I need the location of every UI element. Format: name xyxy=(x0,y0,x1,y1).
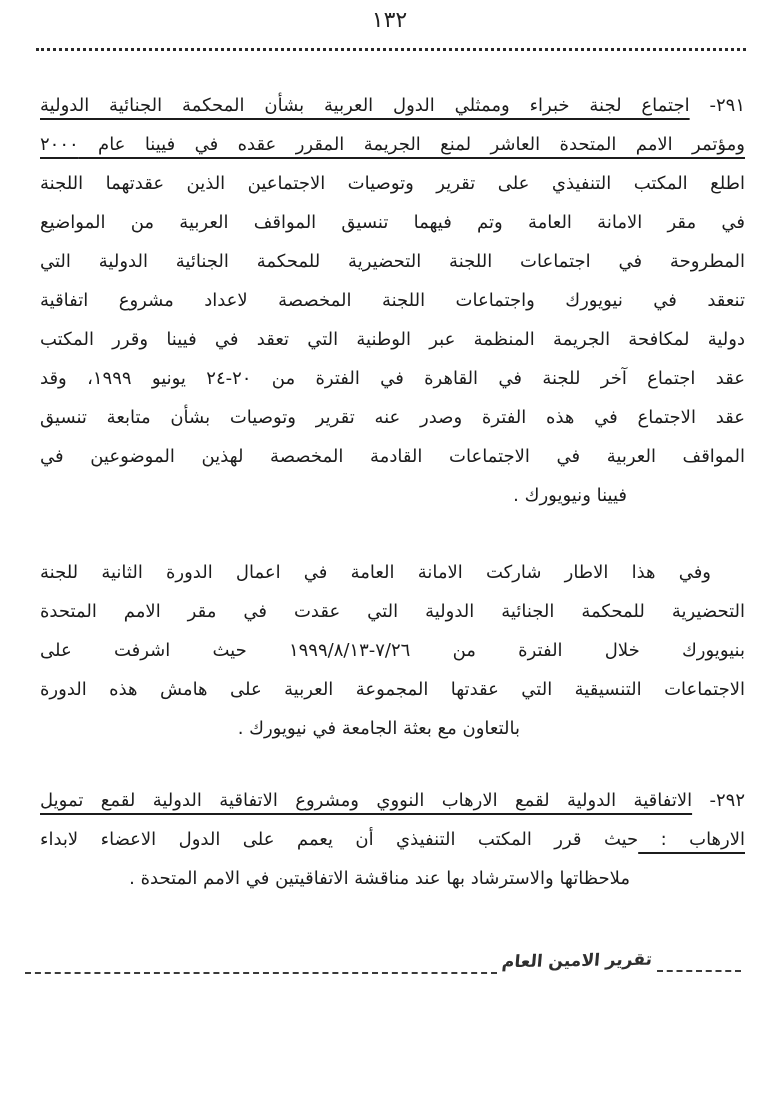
text-line xyxy=(40,670,745,709)
text-line xyxy=(40,398,745,437)
text-line xyxy=(40,631,745,670)
text-line xyxy=(40,359,745,398)
text-segment: عقد الاجتماع في هذه الفترة وصدر عنه تقرير وتوصيات بشأن متابعة تنسيق xyxy=(40,407,745,428)
text-segment: اطلع المكتب التنفيذي على تقرير وتوصيات الاجتماعين الذين عقدتهما اللجنة xyxy=(40,173,745,194)
text-segment: ٢٩١- xyxy=(689,95,745,116)
page-number: ١٣٢ xyxy=(371,8,408,33)
text-line xyxy=(40,125,745,164)
text-line xyxy=(40,437,745,476)
document-body xyxy=(40,86,745,898)
text-line xyxy=(40,781,745,820)
footer-divider-rule xyxy=(25,972,497,974)
underlined-text: ومؤتمر الامم المتحدة العاشر لمنع الجريمة المقرر عقده في فيينا عام ٢٠٠٠ xyxy=(40,134,745,155)
text-segment: الاجتماعات التنسيقية التي عقدتها المجموعة العربية على هامش هذه الدورة xyxy=(40,679,745,700)
text-segment: في مقر الامانة العامة وتم فيهما تنسيق المواقف العربية من المواضيع xyxy=(40,212,745,233)
footer-signature: تقرير الامين العام xyxy=(501,949,653,973)
text-segment: بالتعاون مع بعثة الجامعة في نيويورك . xyxy=(237,718,520,739)
text-line xyxy=(40,164,745,203)
text-segment: التحضيرية للمحكمة الجنائية الدولية التي عقدت في مقر الامم المتحدة xyxy=(40,601,745,622)
text-line xyxy=(40,709,745,748)
text-segment: ٢٩٢- xyxy=(692,790,745,811)
text-line xyxy=(40,859,745,898)
text-line xyxy=(40,203,745,242)
text-segment: حيث قرر المكتب التنفيذي أن يعمم على الدول الاعضاء لابداء xyxy=(40,829,639,850)
text-segment: فيينا ونيويورك . xyxy=(513,485,627,506)
text-line xyxy=(40,592,745,631)
text-segment: ملاحظاتها والاسترشاد بها عند مناقشة الاتفاقيتين في الامم المتحدة . xyxy=(129,868,630,889)
paragraph-291 xyxy=(40,86,745,515)
text-segment: عقد اجتماع آخر للجنة في القاهرة في الفترة من ٢٠-٢٤ يونيو ١٩٩٩، وقد xyxy=(40,368,745,389)
text-segment: تنعقد في نيويورك واجتماعات اللجنة المخصصة لاعداد مشروع اتفاقية xyxy=(40,290,745,311)
text-line xyxy=(40,476,745,515)
text-line xyxy=(40,86,745,125)
page-footer xyxy=(0,950,779,1000)
text-segment: المطروحة في اجتماعات اللجنة التحضيرية للمحكمة الجنائية الدولية التي xyxy=(40,251,745,272)
text-line xyxy=(40,820,745,859)
footer-divider-dash xyxy=(657,970,741,972)
text-line xyxy=(40,553,745,592)
text-line xyxy=(40,281,745,320)
text-line xyxy=(40,242,745,281)
underlined-text: الاتفاقية الدولية لقمع الارهاب النووي ومشروع الاتفاقية الدولية لقمع تمويل xyxy=(40,790,693,811)
text-line xyxy=(40,320,745,359)
text-segment: بنيويورك خلال الفترة من ٧/٢٦-١٩٩٩/٨/١٣ حيث اشرفت على xyxy=(40,640,745,661)
text-segment: دولية لمكافحة الجريمة المنظمة عبر الوطنية التي تعقد في فيينا وقرر المكتب xyxy=(40,329,745,350)
text-segment: وفي هذا الاطار شاركت الامانة العامة في اعمال الدورة الثانية للجنة xyxy=(40,562,711,583)
paragraph-292 xyxy=(40,781,745,898)
header-divider-rule xyxy=(36,48,746,51)
paragraph-followup xyxy=(40,553,745,748)
underlined-text: الارهاب : xyxy=(638,829,745,850)
underlined-text: اجتماع لجنة خبراء وممثلي الدول العربية بشأن المحكمة الجنائية الدولية xyxy=(40,95,690,116)
text-segment: المواقف العربية في الاجتماعات القادمة المخصصة لهذين الموضوعين في xyxy=(40,446,745,467)
